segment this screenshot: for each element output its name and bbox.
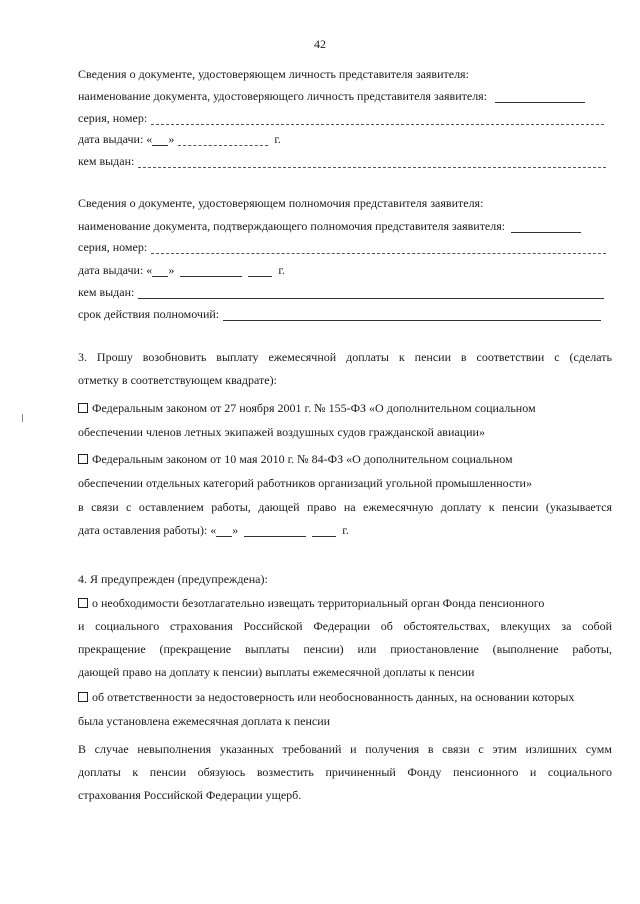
section4-item1-line1 xyxy=(78,596,612,610)
section3-leaving-line1: в связи с оставлением работы, дающей право на ежемесячную доплату к пенсии (указывается xyxy=(78,500,612,514)
rep-identity-date-close: » xyxy=(168,132,175,146)
section3-request-line1: 3. Прошу возобновить выплату ежемесячной доплаты к пенсии в соответствии с (сделать xyxy=(78,350,612,364)
section3-leaving-date-row xyxy=(78,523,349,537)
section3-leaving-close: » xyxy=(232,523,239,537)
rep-authority-series-label: серия, номер: xyxy=(78,240,148,254)
rep-identity-date-label: дата выдачи: « xyxy=(78,132,153,146)
rep-authority-validity-field[interactable] xyxy=(223,310,601,321)
rep-identity-issuer-field[interactable] xyxy=(138,157,606,168)
rep-identity-docname-label: наименование документа, удостоверяющего личность представителя заявителя: xyxy=(78,89,488,103)
leaving-year-field[interactable] xyxy=(312,526,336,537)
item2-text: об ответственности за недостоверность или необоснованность данных, на основании которых xyxy=(92,690,575,704)
section3-leaving-label: дата оставления работы): « xyxy=(78,523,217,537)
leaving-year-suffix: г. xyxy=(342,523,349,537)
rep-identity-series-field[interactable] xyxy=(151,114,604,125)
section4-heading: 4. Я предупрежден (предупреждена): xyxy=(78,572,268,586)
rep-authority-heading: Сведения о документе, удостоверяющем полномочия представителя заявителя: xyxy=(78,196,484,210)
section3-option2-line1 xyxy=(78,452,612,466)
rep-authority-docname-row xyxy=(78,219,581,233)
item1-checkbox[interactable] xyxy=(78,598,88,608)
rep-identity-year-suffix: г. xyxy=(274,132,281,146)
page-number: 42 xyxy=(314,37,326,51)
rep-identity-issuer-label: кем выдан: xyxy=(78,154,135,168)
rep-authority-issuer-label: кем выдан: xyxy=(78,285,135,299)
option1-checkbox[interactable] xyxy=(78,403,88,413)
section4-item1-line3: прекращение (прекращение выплаты пенсии) или приостановление (выполнение работы, xyxy=(78,642,612,656)
rep-identity-issuer-row xyxy=(78,154,606,168)
rep-authority-day-field[interactable] xyxy=(152,266,168,277)
rep-identity-series-label: серия, номер: xyxy=(78,111,148,125)
option1-text: Федеральным законом от 27 ноября 2001 г. № 155-ФЗ «О дополнительном социальном xyxy=(92,401,536,415)
rep-authority-issuer-field[interactable] xyxy=(138,288,604,299)
leaving-day-field[interactable] xyxy=(216,526,232,537)
rep-authority-month-field[interactable] xyxy=(180,266,242,277)
rep-authority-docname-field[interactable] xyxy=(511,222,581,233)
rep-identity-series-row xyxy=(78,111,604,125)
section4-item1-line2: и социального страхования Российской Федерации об обстоятельствах, влекущих за собой xyxy=(78,619,612,633)
section3-option1-line1 xyxy=(78,401,612,415)
rep-identity-day-field[interactable] xyxy=(152,135,168,146)
rep-authority-validity-row xyxy=(78,307,601,321)
section4-item1-line4: дающей право на доплату к пенсии) выплаты ежемесячной доплаты к пенсии xyxy=(78,665,475,679)
rep-authority-year-suffix: г. xyxy=(278,263,285,277)
section4-final-line3: страхования Российской Федерации ущерб. xyxy=(78,788,302,802)
rep-authority-year-field[interactable] xyxy=(248,266,272,277)
rep-authority-validity-label: срок действия полномочий: xyxy=(78,307,220,321)
section3-request-line2: отметку в соответствующем квадрате): xyxy=(78,373,277,387)
rep-identity-heading: Сведения о документе, удостоверяющем личность представителя заявителя: xyxy=(78,67,469,81)
section3-option2-line2: обеспечении отдельных категорий работников организаций угольной промышленности» xyxy=(78,476,532,490)
scan-mark xyxy=(22,414,23,422)
rep-authority-date-close: » xyxy=(168,263,175,277)
section4-final-line2: доплаты к пенсии обязуюсь возместить причиненный Фонду пенсионного и социального xyxy=(78,765,612,779)
rep-authority-series-field[interactable] xyxy=(151,243,606,254)
section4-item2-line1 xyxy=(78,690,612,704)
option2-checkbox[interactable] xyxy=(78,454,88,464)
leaving-month-field[interactable] xyxy=(244,526,306,537)
rep-identity-docname-row xyxy=(78,89,585,103)
rep-identity-month-year-field[interactable] xyxy=(178,135,268,146)
rep-authority-date-label: дата выдачи: « xyxy=(78,263,153,277)
option2-text: Федеральным законом от 10 мая 2010 г. № 84-ФЗ «О дополнительном социальном xyxy=(92,452,513,466)
section3-option1-line2: обеспечении членов летных экипажей воздушных судов гражданской авиации» xyxy=(78,425,485,439)
item2-checkbox[interactable] xyxy=(78,692,88,702)
section4-item2-line2: была установлена ежемесячная доплата к пенсии xyxy=(78,714,331,728)
item1-text: о необходимости безотлагательно извещать территориальный орган Фонда пенсионного xyxy=(92,596,545,610)
rep-authority-issuer-row xyxy=(78,285,604,299)
section4-final-line1: В случае невыполнения указанных требований и получения в связи с этим излишних сумм xyxy=(78,742,612,756)
rep-authority-date-row xyxy=(78,263,285,277)
rep-authority-series-row xyxy=(78,240,606,254)
rep-identity-date-row xyxy=(78,132,281,146)
rep-identity-docname-field[interactable] xyxy=(495,92,585,103)
rep-authority-docname-label: наименование документа, подтверждающего полномочия представителя заявителя: xyxy=(78,219,506,233)
